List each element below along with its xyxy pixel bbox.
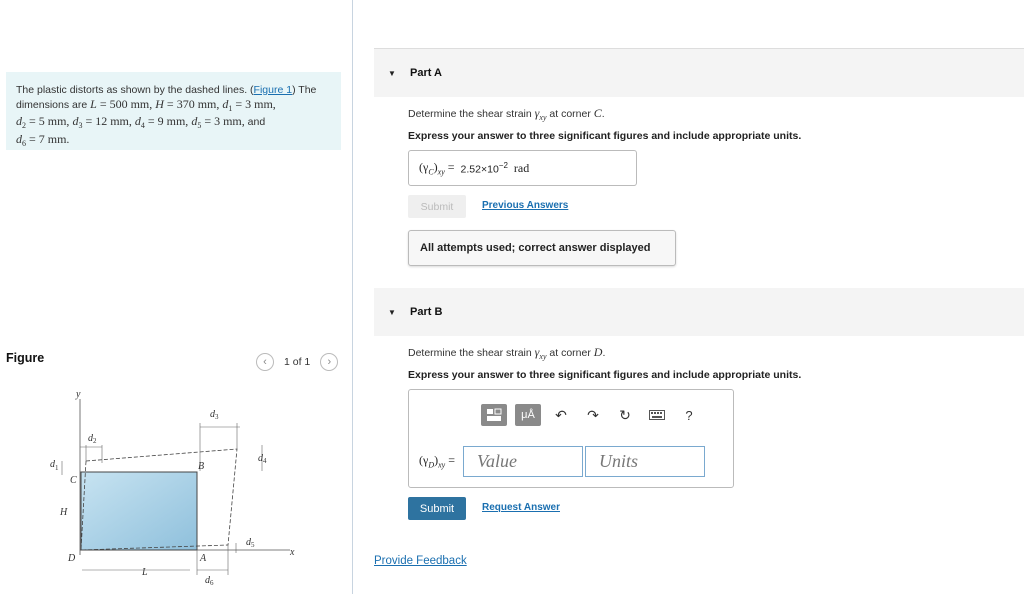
dim-d4-val: = 9 mm,	[144, 114, 192, 129]
part-a-gamma-sub: xy	[539, 113, 547, 123]
request-answer-link[interactable]: Request Answer	[482, 502, 560, 513]
label-H: H	[60, 507, 68, 518]
part-a-question-prefix: Determine the shear strain	[408, 108, 535, 120]
plate-rect	[81, 472, 197, 550]
part-b-submit-button[interactable]: Submit	[408, 497, 466, 520]
problem-intro: The plastic distorts as shown by the dashed lines. (	[16, 84, 254, 96]
dim-d1: d	[222, 96, 229, 111]
part-b-gamma: γ	[534, 345, 540, 359]
math-toolbar	[481, 404, 701, 426]
part-a-corner: C	[593, 106, 602, 120]
part-b-header[interactable]	[374, 288, 1024, 336]
dim-H-val: = 370 mm,	[163, 96, 223, 111]
dim-d1-sub: 1	[228, 103, 233, 113]
label-C: C	[70, 475, 77, 486]
svg-text:4: 4	[263, 457, 267, 465]
svg-text:5: 5	[251, 541, 255, 549]
figure-page-count: 1 of 1	[284, 356, 311, 368]
dim-d1-val: = 3 mm,	[232, 96, 276, 111]
template-icon[interactable]	[481, 404, 507, 426]
svg-text:6: 6	[210, 579, 214, 585]
part-b-question-prefix: Determine the shear strain	[408, 347, 535, 359]
label-d6: d	[205, 575, 210, 585]
label-d4: d	[258, 453, 263, 464]
dim-d4: d	[134, 114, 141, 129]
deformation-figure	[40, 385, 310, 585]
problem-statement	[6, 72, 341, 150]
dim-L: L	[90, 96, 97, 111]
dim-d3: d	[72, 114, 79, 129]
label-x: x	[290, 547, 295, 558]
collapse-triangle-icon: ▼	[388, 68, 396, 78]
prev-figure-button[interactable]: ‹	[256, 353, 274, 371]
part-a-question: Determine the shear strain $\gamma_{xy}$ at corner C.	[408, 106, 605, 123]
part-b-instruction: Express your answer to three significant figures and include appropriate units.	[408, 369, 802, 381]
part-a-answer-value: $2.52\times 10^{-2}$	[460, 160, 508, 176]
next-figure-button[interactable]: ›	[320, 353, 338, 371]
part-a-submit-button[interactable]: Submit	[408, 195, 466, 218]
part-a-gamma: γ	[534, 106, 540, 120]
dim-d2-val: = 5 mm,	[26, 114, 73, 129]
dim-d6-val: = 7 mm.	[26, 131, 70, 146]
dim-H: H	[155, 96, 164, 111]
dim-d3-val: = 12 mm,	[82, 114, 135, 129]
label-L: L	[142, 567, 148, 578]
figure-title: Figure	[6, 351, 45, 365]
dim-d6: d	[16, 131, 22, 146]
figure-link[interactable]: Figure 1	[253, 84, 293, 96]
label-d5: d	[246, 537, 251, 548]
svg-text:1: 1	[55, 464, 59, 472]
dim-L-val: = 500 mm,	[96, 96, 156, 111]
dim-d6-sub: 6	[22, 139, 26, 149]
part-b-gamma-sub: xy	[539, 352, 547, 362]
value-input[interactable]: Value	[463, 446, 583, 477]
part-b-input-row	[419, 446, 707, 477]
dim-d2-sub: 2	[22, 121, 26, 131]
previous-answers-link[interactable]: Previous Answers	[482, 200, 569, 211]
reset-icon[interactable]: ↻	[619, 406, 631, 423]
figure-pager	[256, 353, 338, 371]
keyboard-icon[interactable]	[645, 404, 669, 426]
part-b-answer-label: $(\gamma_D)_{xy}$ =	[419, 453, 455, 470]
part-a-answer-label: $(\gamma_C)_{xy}$ =	[419, 159, 455, 177]
provide-feedback-link[interactable]: Provide Feedback	[374, 555, 467, 567]
part-a-answer-box	[408, 150, 637, 186]
units-icon[interactable]: μÅ	[515, 404, 541, 426]
collapse-triangle-icon: ▼	[388, 307, 396, 317]
column-divider	[352, 0, 353, 594]
part-b-title: Part B	[410, 306, 443, 318]
problem-dims-prefix: ) The dimensions are	[16, 84, 317, 111]
dim-d5-sub: 5	[197, 121, 202, 131]
svg-text:3: 3	[215, 413, 219, 421]
units-input[interactable]: Units	[585, 446, 705, 477]
dim-d5-val: = 3 mm,	[201, 114, 245, 129]
undo-icon[interactable]: ↶	[555, 406, 567, 423]
part-a-title: Part A	[410, 67, 442, 79]
part-a-question-suffix: at corner	[546, 108, 594, 120]
and-word: and	[244, 116, 266, 129]
label-d1: d	[50, 459, 55, 470]
help-icon[interactable]: ?	[685, 407, 693, 423]
part-b-answer-editor	[408, 389, 734, 488]
part-a-status: All attempts used; correct answer displayed	[408, 230, 676, 266]
dim-d5: d	[191, 114, 198, 129]
dim-d4-sub: 4	[140, 121, 145, 131]
label-d3: d	[210, 409, 215, 420]
part-b-corner: D	[593, 345, 603, 359]
part-a-instruction: Express your answer to three significant figures and include appropriate units.	[408, 130, 802, 142]
label-y: y	[76, 389, 81, 400]
label-d2: d	[88, 433, 93, 444]
part-a-answer-unit: rad	[513, 160, 530, 175]
label-B: B	[198, 461, 205, 472]
part-a-header[interactable]	[374, 49, 1024, 97]
part-b-question: Determine the shear strain $\gamma_{xy}$ at corner D.	[408, 345, 606, 362]
svg-text:2: 2	[93, 437, 97, 445]
label-A: A	[200, 553, 207, 564]
dim-d3-sub: 3	[78, 121, 83, 131]
redo-icon[interactable]: ↷	[587, 406, 599, 423]
part-b-question-suffix: at corner	[546, 347, 594, 359]
dim-d2: d	[16, 114, 22, 129]
label-D: D	[68, 553, 76, 564]
